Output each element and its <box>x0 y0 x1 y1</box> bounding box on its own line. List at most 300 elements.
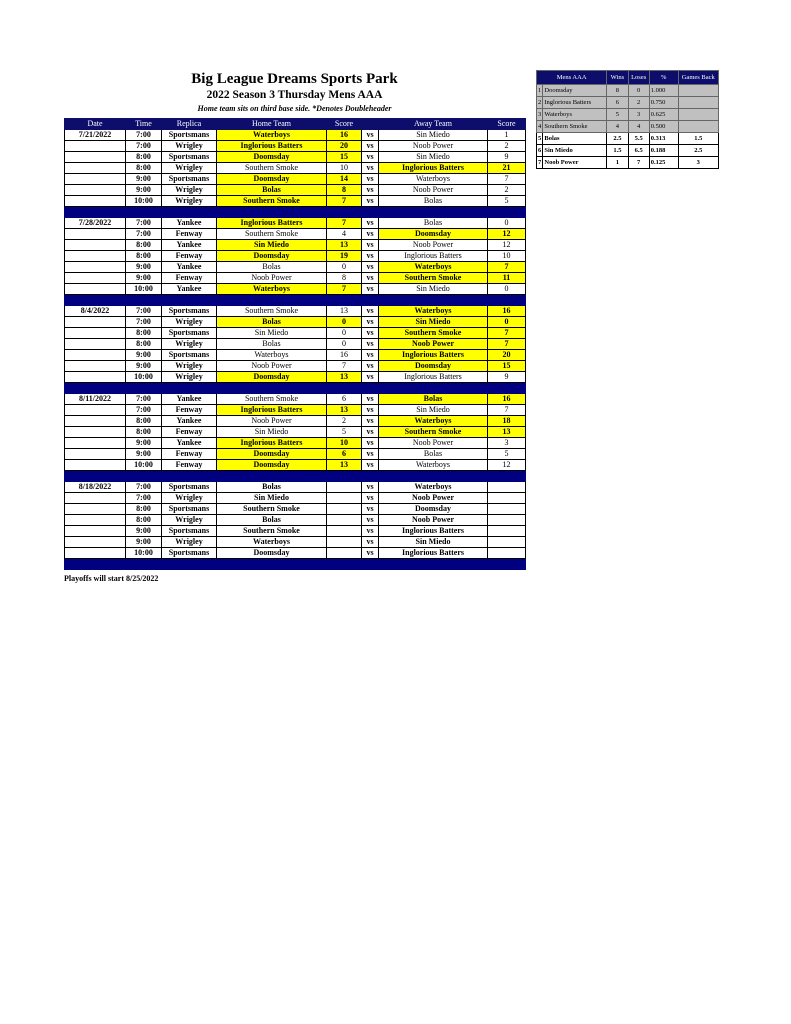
standings-row <box>537 121 719 133</box>
standings-team: Waterboys <box>543 109 607 121</box>
game-row <box>65 328 526 339</box>
home-team: Southern Smoke <box>217 526 327 537</box>
away-score: 2 <box>488 141 526 152</box>
home-team: Southern Smoke <box>217 504 327 515</box>
game-date: 7/21/2022 <box>65 130 126 141</box>
game-time: 9:00 <box>126 449 162 460</box>
away-score: 5 <box>488 196 526 207</box>
game-date <box>65 185 126 196</box>
home-team: Inglorious Batters <box>217 405 327 416</box>
game-field: Wrigley <box>162 372 217 383</box>
standings-wins: 4 <box>607 121 628 133</box>
home-score: 13 <box>327 405 362 416</box>
game-date <box>65 328 126 339</box>
game-row <box>65 152 526 163</box>
away-team: Noob Power <box>379 438 488 449</box>
vs-label: vs <box>362 350 379 361</box>
away-team: Inglorious Batters <box>379 350 488 361</box>
home-score <box>327 548 362 559</box>
game-field: Sportsmans <box>162 526 217 537</box>
week-separator <box>65 207 526 218</box>
vs-label: vs <box>362 339 379 350</box>
game-time: 8:00 <box>126 427 162 438</box>
home-team: Doomsday <box>217 449 327 460</box>
game-field: Fenway <box>162 449 217 460</box>
away-score: 0 <box>488 317 526 328</box>
game-time: 7:00 <box>126 218 162 229</box>
standings-loses: 7 <box>628 157 649 169</box>
vs-label: vs <box>362 526 379 537</box>
game-date <box>65 141 126 152</box>
game-date: 8/11/2022 <box>65 394 126 405</box>
away-score: 16 <box>488 306 526 317</box>
standings-rank: 5 <box>537 133 543 145</box>
standings-wins: 1 <box>607 157 628 169</box>
game-date <box>65 339 126 350</box>
game-date <box>65 284 126 295</box>
standings-table <box>536 70 719 169</box>
away-team: Southern Smoke <box>379 328 488 339</box>
game-field: Fenway <box>162 251 217 262</box>
away-score <box>488 482 526 493</box>
away-team: Doomsday <box>379 229 488 240</box>
game-field: Wrigley <box>162 141 217 152</box>
home-team: Doomsday <box>217 372 327 383</box>
game-date <box>65 372 126 383</box>
game-row <box>65 174 526 185</box>
away-team: Noob Power <box>379 240 488 251</box>
game-field: Sportsmans <box>162 350 217 361</box>
home-team: Doomsday <box>217 460 327 471</box>
game-row <box>65 416 526 427</box>
standings-pct: 0.500 <box>649 121 678 133</box>
away-score: 9 <box>488 152 526 163</box>
game-field: Sportsmans <box>162 130 217 141</box>
header-time: Time <box>126 119 162 130</box>
home-score: 8 <box>327 185 362 196</box>
standings-header-loses: Loses <box>628 71 649 85</box>
game-field: Yankee <box>162 438 217 449</box>
game-time: 10:00 <box>126 284 162 295</box>
game-row <box>65 427 526 438</box>
game-row <box>65 504 526 515</box>
game-time: 8:00 <box>126 328 162 339</box>
home-team: Noob Power <box>217 416 327 427</box>
game-date <box>65 262 126 273</box>
away-team: Noob Power <box>379 185 488 196</box>
away-team: Noob Power <box>379 339 488 350</box>
separator-cell <box>65 207 526 218</box>
schedule-header-row <box>65 119 526 130</box>
vs-label: vs <box>362 460 379 471</box>
game-date <box>65 537 126 548</box>
game-row <box>65 548 526 559</box>
game-time: 7:00 <box>126 130 162 141</box>
home-score <box>327 493 362 504</box>
game-field: Wrigley <box>162 163 217 174</box>
standings-wins: 2.5 <box>607 133 628 145</box>
away-team: Southern Smoke <box>379 427 488 438</box>
away-score: 15 <box>488 361 526 372</box>
home-team: Bolas <box>217 515 327 526</box>
game-date <box>65 163 126 174</box>
game-row <box>65 460 526 471</box>
game-row <box>65 185 526 196</box>
game-row <box>65 306 526 317</box>
game-date <box>65 438 126 449</box>
standings-games-back <box>678 85 718 97</box>
home-team: Bolas <box>217 482 327 493</box>
game-row <box>65 449 526 460</box>
away-score: 2 <box>488 185 526 196</box>
week-separator <box>65 471 526 482</box>
standings-rank: 1 <box>537 85 543 97</box>
game-time: 8:00 <box>126 152 162 163</box>
playoffs-note: Playoffs will start 8/25/2022 <box>64 574 159 583</box>
vs-label: vs <box>362 416 379 427</box>
home-score: 13 <box>327 306 362 317</box>
home-team: Bolas <box>217 317 327 328</box>
game-date <box>65 350 126 361</box>
away-score: 18 <box>488 416 526 427</box>
home-score <box>327 537 362 548</box>
vs-label: vs <box>362 163 379 174</box>
away-score: 12 <box>488 240 526 251</box>
standings-rank: 3 <box>537 109 543 121</box>
game-time: 8:00 <box>126 163 162 174</box>
game-row <box>65 141 526 152</box>
game-time: 9:00 <box>126 361 162 372</box>
home-score: 13 <box>327 460 362 471</box>
away-score: 7 <box>488 262 526 273</box>
game-row <box>65 240 526 251</box>
standings-team: Doomsday <box>543 85 607 97</box>
game-row <box>65 229 526 240</box>
standings-pct: 1.000 <box>649 85 678 97</box>
standings-games-back: 1.5 <box>678 133 718 145</box>
away-team: Sin Miedo <box>379 284 488 295</box>
game-row <box>65 262 526 273</box>
game-field: Wrigley <box>162 185 217 196</box>
game-field: Fenway <box>162 229 217 240</box>
standings-pct: 0.750 <box>649 97 678 109</box>
game-row <box>65 405 526 416</box>
game-date <box>65 273 126 284</box>
game-date <box>65 196 126 207</box>
away-score <box>488 493 526 504</box>
standings-row <box>537 145 719 157</box>
home-team: Inglorious Batters <box>217 218 327 229</box>
vs-label: vs <box>362 394 379 405</box>
standings-team: Southern Smoke <box>543 121 607 133</box>
vs-label: vs <box>362 504 379 515</box>
away-score: 7 <box>488 339 526 350</box>
home-score: 2 <box>327 416 362 427</box>
away-team: Bolas <box>379 449 488 460</box>
game-row <box>65 482 526 493</box>
game-field: Sportsmans <box>162 152 217 163</box>
away-score: 9 <box>488 372 526 383</box>
vs-label: vs <box>362 482 379 493</box>
game-field: Wrigley <box>162 537 217 548</box>
home-score: 15 <box>327 152 362 163</box>
header-vs <box>362 119 379 130</box>
game-row <box>65 361 526 372</box>
standings-row <box>537 85 719 97</box>
standings-games-back <box>678 109 718 121</box>
game-field: Sportsmans <box>162 482 217 493</box>
vs-label: vs <box>362 251 379 262</box>
standings-rank: 6 <box>537 145 543 157</box>
home-score: 7 <box>327 284 362 295</box>
standings-loses: 5.5 <box>628 133 649 145</box>
game-time: 8:00 <box>126 504 162 515</box>
standings-loses: 0 <box>628 85 649 97</box>
standings-games-back: 2.5 <box>678 145 718 157</box>
away-score: 0 <box>488 218 526 229</box>
home-team: Sin Miedo <box>217 493 327 504</box>
away-score: 7 <box>488 174 526 185</box>
standings-loses: 3 <box>628 109 649 121</box>
game-row <box>65 251 526 262</box>
game-date <box>65 240 126 251</box>
game-field: Yankee <box>162 284 217 295</box>
game-time: 9:00 <box>126 537 162 548</box>
header-home-team: Home Team <box>217 119 327 130</box>
game-row <box>65 394 526 405</box>
away-score: 11 <box>488 273 526 284</box>
away-team: Noob Power <box>379 515 488 526</box>
away-score: 12 <box>488 229 526 240</box>
home-score: 10 <box>327 438 362 449</box>
away-team: Sin Miedo <box>379 317 488 328</box>
game-row <box>65 350 526 361</box>
away-team: Noob Power <box>379 141 488 152</box>
away-team: Inglorious Batters <box>379 163 488 174</box>
home-team: Waterboys <box>217 130 327 141</box>
away-team: Bolas <box>379 196 488 207</box>
home-score: 7 <box>327 196 362 207</box>
home-team: Inglorious Batters <box>217 141 327 152</box>
game-field: Fenway <box>162 405 217 416</box>
game-row <box>65 130 526 141</box>
away-score <box>488 526 526 537</box>
game-time: 8:00 <box>126 416 162 427</box>
game-field: Fenway <box>162 460 217 471</box>
home-team: Sin Miedo <box>217 240 327 251</box>
home-score <box>327 526 362 537</box>
vs-label: vs <box>362 196 379 207</box>
away-score: 0 <box>488 284 526 295</box>
home-team: Southern Smoke <box>217 394 327 405</box>
game-row <box>65 372 526 383</box>
game-field: Wrigley <box>162 317 217 328</box>
vs-label: vs <box>362 185 379 196</box>
standings-team: Sin Miedo <box>543 145 607 157</box>
home-score <box>327 504 362 515</box>
game-date: 8/4/2022 <box>65 306 126 317</box>
vs-label: vs <box>362 548 379 559</box>
vs-label: vs <box>362 240 379 251</box>
away-score: 12 <box>488 460 526 471</box>
vs-label: vs <box>362 449 379 460</box>
standings-header-pct: % <box>649 71 678 85</box>
home-team: Southern Smoke <box>217 306 327 317</box>
game-row <box>65 339 526 350</box>
standings-wins: 1.5 <box>607 145 628 157</box>
home-score: 16 <box>327 350 362 361</box>
game-field: Wrigley <box>162 196 217 207</box>
home-score: 7 <box>327 218 362 229</box>
away-team: Waterboys <box>379 482 488 493</box>
game-field: Fenway <box>162 273 217 284</box>
game-field: Wrigley <box>162 493 217 504</box>
game-field: Sportsmans <box>162 328 217 339</box>
away-score <box>488 504 526 515</box>
game-row <box>65 317 526 328</box>
home-score: 5 <box>327 427 362 438</box>
home-team: Southern Smoke <box>217 229 327 240</box>
game-row <box>65 218 526 229</box>
game-time: 7:00 <box>126 482 162 493</box>
away-team: Waterboys <box>379 416 488 427</box>
game-time: 10:00 <box>126 548 162 559</box>
game-time: 8:00 <box>126 251 162 262</box>
game-time: 9:00 <box>126 174 162 185</box>
standings-games-back <box>678 97 718 109</box>
home-score: 13 <box>327 240 362 251</box>
home-team: Doomsday <box>217 152 327 163</box>
home-team: Noob Power <box>217 361 327 372</box>
game-date <box>65 515 126 526</box>
away-team: Waterboys <box>379 460 488 471</box>
home-score: 8 <box>327 273 362 284</box>
vs-label: vs <box>362 427 379 438</box>
separator-cell <box>65 471 526 482</box>
away-team: Sin Miedo <box>379 130 488 141</box>
standings-loses: 2 <box>628 97 649 109</box>
away-score <box>488 548 526 559</box>
standings-games-back: 3 <box>678 157 718 169</box>
standings-loses: 6.5 <box>628 145 649 157</box>
standings-team: Inglorious Batters <box>543 97 607 109</box>
away-team: Inglorious Batters <box>379 526 488 537</box>
vs-label: vs <box>362 537 379 548</box>
game-date <box>65 493 126 504</box>
vs-label: vs <box>362 372 379 383</box>
away-team: Bolas <box>379 218 488 229</box>
standings-pct: 0.188 <box>649 145 678 157</box>
standings-header-wins: Wins <box>607 71 628 85</box>
game-time: 8:00 <box>126 339 162 350</box>
game-date <box>65 174 126 185</box>
separator-cell <box>65 295 526 306</box>
home-team: Noob Power <box>217 273 327 284</box>
vs-label: vs <box>362 515 379 526</box>
game-row <box>65 273 526 284</box>
game-time: 9:00 <box>126 438 162 449</box>
vs-label: vs <box>362 405 379 416</box>
vs-label: vs <box>362 328 379 339</box>
vs-label: vs <box>362 141 379 152</box>
standings-rank: 4 <box>537 121 543 133</box>
standings-row <box>537 109 719 121</box>
away-team: Inglorious Batters <box>379 548 488 559</box>
game-time: 7:00 <box>126 493 162 504</box>
away-team: Inglorious Batters <box>379 372 488 383</box>
home-team: Waterboys <box>217 350 327 361</box>
away-score: 16 <box>488 394 526 405</box>
game-time: 8:00 <box>126 515 162 526</box>
game-field: Wrigley <box>162 339 217 350</box>
home-team: Sin Miedo <box>217 328 327 339</box>
away-score <box>488 537 526 548</box>
standings-pct: 0.125 <box>649 157 678 169</box>
game-date <box>65 548 126 559</box>
game-time: 7:00 <box>126 141 162 152</box>
away-score: 20 <box>488 350 526 361</box>
home-score: 7 <box>327 361 362 372</box>
page-note: Home team sits on third base side. *Denotes Doubleheader <box>197 104 392 113</box>
home-team: Doomsday <box>217 548 327 559</box>
away-team: Waterboys <box>379 262 488 273</box>
game-row <box>65 537 526 548</box>
away-team: Southern Smoke <box>379 273 488 284</box>
vs-label: vs <box>362 229 379 240</box>
standings-wins: 8 <box>607 85 628 97</box>
standings-row <box>537 157 719 169</box>
week-separator <box>65 559 526 570</box>
game-date: 8/18/2022 <box>65 482 126 493</box>
page-subtitle: 2022 Season 3 Thursday Mens AAA <box>206 89 383 101</box>
away-team: Waterboys <box>379 174 488 185</box>
vs-label: vs <box>362 317 379 328</box>
away-team: Sin Miedo <box>379 152 488 163</box>
home-score: 10 <box>327 163 362 174</box>
vs-label: vs <box>362 130 379 141</box>
game-date: 7/28/2022 <box>65 218 126 229</box>
home-team: Bolas <box>217 185 327 196</box>
game-time: 9:00 <box>126 350 162 361</box>
header-away-team: Away Team <box>379 119 488 130</box>
page-title: Big League Dreams Sports Park <box>191 71 398 87</box>
away-team: Sin Miedo <box>379 537 488 548</box>
game-field: Yankee <box>162 262 217 273</box>
standings-team: Noob Power <box>543 157 607 169</box>
game-field: Wrigley <box>162 361 217 372</box>
game-field: Sportsmans <box>162 174 217 185</box>
game-date <box>65 449 126 460</box>
standings-pct: 0.625 <box>649 109 678 121</box>
vs-label: vs <box>362 174 379 185</box>
home-team: Bolas <box>217 262 327 273</box>
standings-wins: 5 <box>607 109 628 121</box>
game-date <box>65 427 126 438</box>
home-team: Waterboys <box>217 284 327 295</box>
home-score: 13 <box>327 372 362 383</box>
away-score: 7 <box>488 328 526 339</box>
schedule-table <box>64 118 526 570</box>
home-score: 19 <box>327 251 362 262</box>
vs-label: vs <box>362 306 379 317</box>
game-field: Sportsmans <box>162 504 217 515</box>
game-time: 9:00 <box>126 262 162 273</box>
standings-games-back <box>678 121 718 133</box>
game-row <box>65 526 526 537</box>
away-score: 5 <box>488 449 526 460</box>
standings-wins: 6 <box>607 97 628 109</box>
header-away-score: Score <box>488 119 526 130</box>
